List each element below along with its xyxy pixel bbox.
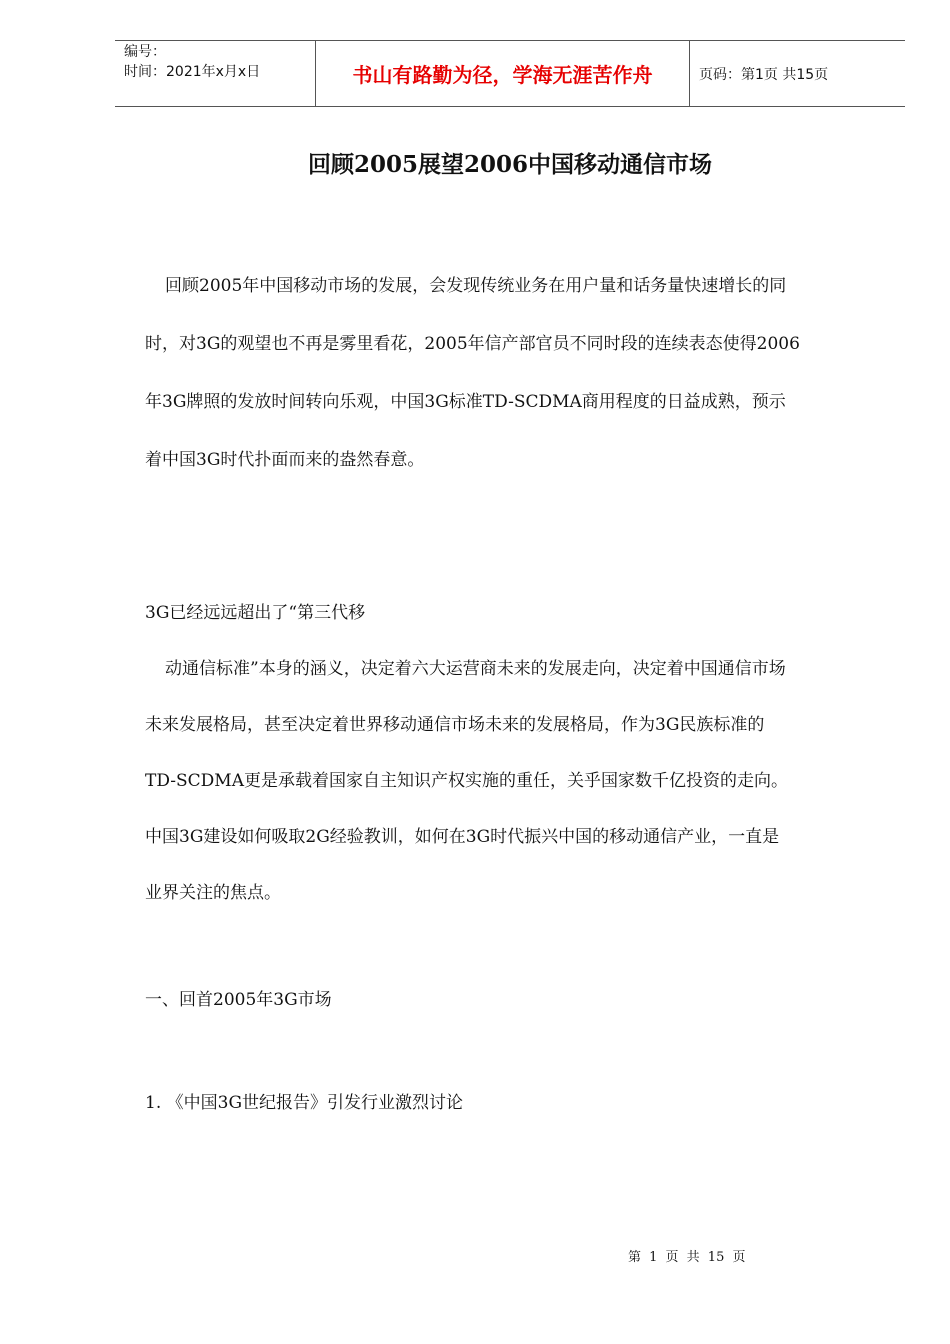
paragraph-line: TD-SCDMA更是承载着国家自主知识产权实施的重任，关乎国家数千亿投资的走向。 <box>145 771 788 791</box>
header-table <box>115 40 905 107</box>
page-footer: 第 1 页 共 15 页 <box>628 1250 746 1265</box>
paragraph-line: 3G已经远远超出了“第三代移 <box>145 603 366 623</box>
paragraph-line: 年3G牌照的发放时间转向乐观，中国3G标准TD-SCDMA商用程度的日益成熟，预示 <box>145 392 786 412</box>
paragraph-line: 业界关注的焦点。 <box>145 883 281 903</box>
document-title: 回顾2005展望2006中国移动通信市场 <box>307 151 713 178</box>
page-info: 页码：第1页 共15页 <box>699 66 829 83</box>
section-heading: 一、回首2005年3G市场 <box>145 990 332 1010</box>
paragraph-line: 时，对3G的观望也不再是雾里看花，2005年信产部官员不同时段的连续表态使得2006 <box>145 334 800 354</box>
paragraph-3g <box>145 600 875 936</box>
subsection-heading: 1. 《中国3G世纪报告》引发行业激烈讨论 <box>145 1093 464 1113</box>
serial-label: 编号： <box>124 44 166 60</box>
header-motto-cell <box>316 41 690 106</box>
paragraph-line: 回顾2005年中国移动市场的发展，会发现传统业务在用户量和话务量快速增长的同 <box>165 276 787 296</box>
motto: 书山有路勤为径，学海无涯苦作舟 <box>352 63 653 87</box>
paragraph-line: 动通信标准”本身的涵义，决定着六大运营商未来的发展走向，决定着中国通信市场 <box>165 659 786 679</box>
paragraph-intro <box>145 273 875 505</box>
header-meta-cell <box>115 41 316 106</box>
paragraph-line: 中国3G建设如何吸取2G经验教训，如何在3G时代振兴中国的移动通信产业，一直是 <box>145 827 780 847</box>
date-label: 时间：2021年x月x日 <box>124 64 261 80</box>
paragraph-line: 未来发展格局，甚至决定着世界移动通信市场未来的发展格局，作为3G民族标准的 <box>145 715 765 735</box>
header-page-cell <box>690 41 905 106</box>
paragraph-line: 着中国3G时代扑面而来的盎然春意。 <box>145 450 425 470</box>
